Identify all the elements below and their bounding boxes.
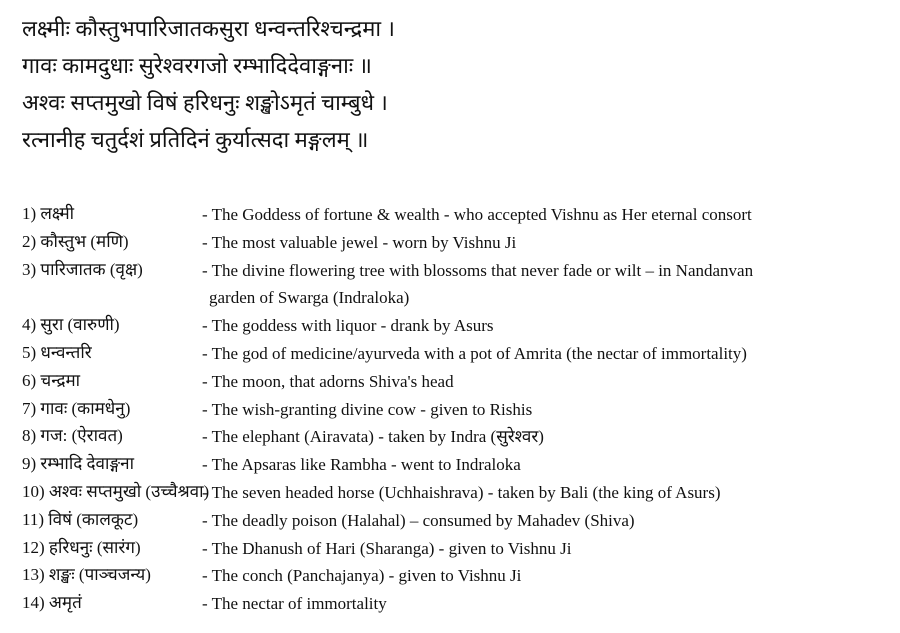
verse-line-4: रत्नानीह चतुर्दशं प्रतिदिनं कुर्यात्सदा मङ्गलम् ॥ bbox=[22, 127, 369, 152]
verse-line-2: गावः कामदुधाः सुरेश्वरगजो रम्भादिदेवाङ्गनाः ॥ bbox=[22, 53, 372, 78]
item-description: - The most valuable jewel - worn by Vishnu Ji bbox=[202, 232, 517, 252]
list-item bbox=[22, 479, 892, 507]
item-description: - The elephant (Airavata) - taken by Indra (सुरेश्वर) bbox=[202, 427, 544, 447]
item-description: - The wish-granting divine cow - given to Rishis bbox=[202, 399, 533, 419]
item-description-line-1: - The divine flowering tree with blossoms that never fade or wilt – in Nandanvan bbox=[202, 260, 754, 280]
list-item bbox=[22, 451, 892, 479]
item-description: - The conch (Panchajanya) - given to Vishnu Ji bbox=[202, 566, 522, 586]
list-item bbox=[22, 257, 892, 313]
item-term: 6) चन्द्रमा bbox=[22, 370, 81, 390]
item-description-line-2: garden of Swarga (Indraloka) bbox=[209, 288, 410, 308]
item-term: 4) सुरा (वारुणी) bbox=[22, 315, 120, 335]
ratna-list bbox=[22, 201, 892, 618]
item-term: 11) विषं (कालकूट) bbox=[22, 509, 139, 529]
list-item bbox=[22, 590, 892, 618]
list-item bbox=[22, 201, 892, 229]
verse-line-3: अश्वः सप्तमुखो विषं हरिधनुः शङ्खोऽमृतं चाम्बुधे । bbox=[22, 90, 388, 115]
item-term: 13) शङ्खः (पाञ्चजन्य) bbox=[22, 565, 151, 585]
item-description bbox=[202, 257, 892, 313]
list-item bbox=[22, 340, 892, 368]
item-description: - The moon, that adorns Shiva's head bbox=[202, 371, 454, 391]
sanskrit-verse bbox=[22, 10, 395, 158]
item-term: 7) गावः (कामधेनु) bbox=[22, 398, 131, 418]
item-description: - The Dhanush of Hari (Sharanga) - given to Vishnu Ji bbox=[202, 538, 572, 558]
item-term: 9) रम्भादि देवाङ्गना bbox=[22, 454, 134, 474]
item-term: 2) कौस्तुभ (मणि) bbox=[22, 231, 129, 251]
list-item bbox=[22, 535, 892, 563]
item-description: - The god of medicine/ayurveda with a pot of Amrita (the nectar of immortality) bbox=[202, 343, 747, 363]
item-description: - The seven headed horse (Uchhaishravа) - taken by Bali (the king of Asurs) bbox=[202, 482, 721, 502]
item-term: 12) हरिधनुः (सारंग) bbox=[22, 537, 141, 557]
item-term: 10) अश्वः सप्तमुखो (उच्चैश्रवा) bbox=[22, 481, 210, 501]
item-term: 1) लक्ष्मी bbox=[22, 204, 75, 223]
list-item bbox=[22, 396, 892, 424]
item-term: 14) अमृतं bbox=[22, 593, 82, 613]
item-description: - The nectar of immortality bbox=[202, 594, 387, 614]
item-description: - The deadly poison (Halahal) – consumed by Mahadev (Shiva) bbox=[202, 510, 635, 530]
item-term: 5) धन्वन्तरि bbox=[22, 342, 92, 362]
list-item bbox=[22, 229, 892, 257]
item-description: - The goddess with liquor - drank by Asurs bbox=[202, 316, 494, 336]
list-item bbox=[22, 562, 892, 590]
list-item bbox=[22, 507, 892, 535]
item-term: 3) पारिजातक (वृक्ष) bbox=[22, 259, 143, 279]
verse-line-1: लक्ष्मीः कौस्तुभपारिजातकसुरा धन्वन्तरिश्चन्द्रमा । bbox=[22, 16, 395, 41]
list-item bbox=[22, 312, 892, 340]
item-description: - The Goddess of fortune & wealth - who accepted Vishnu as Her eternal consort bbox=[202, 205, 752, 224]
list-item bbox=[22, 368, 892, 396]
item-term: 8) गज: (ऐरावत) bbox=[22, 426, 123, 446]
list-item bbox=[22, 423, 892, 451]
item-description: - The Apsaras like Rambha - went to Indraloka bbox=[202, 455, 521, 475]
